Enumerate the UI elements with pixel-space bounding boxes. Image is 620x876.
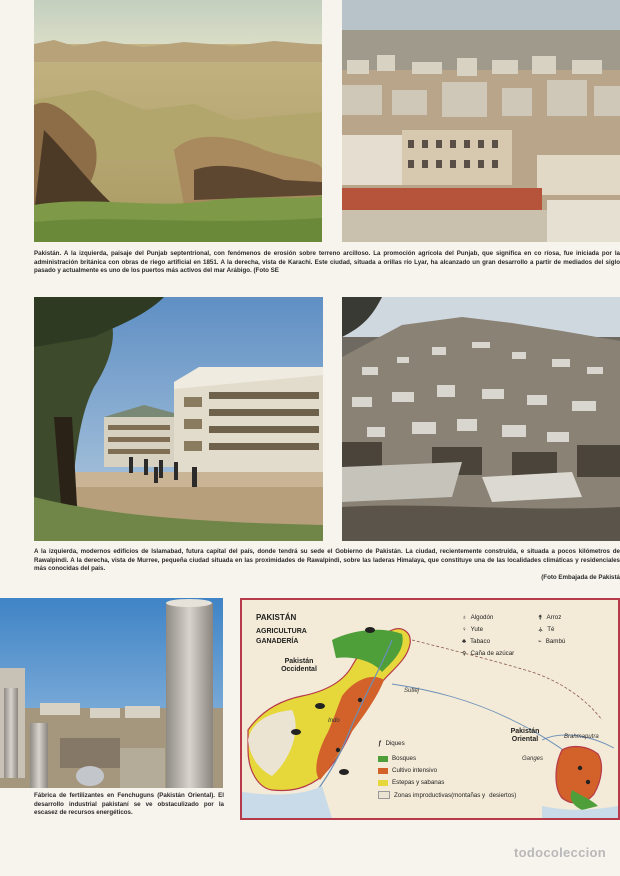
photo-punjab-erosion bbox=[34, 0, 322, 242]
crop-label: Caña de azúcar bbox=[470, 650, 515, 657]
map-river-label-sutlej: Sutlej bbox=[404, 688, 420, 694]
legend-label: Estepas y sabanas bbox=[392, 779, 445, 786]
legend-label: Zonas improductivas(montañas y bbox=[394, 791, 486, 799]
legend-dikes bbox=[378, 740, 405, 747]
map-river-ganges bbox=[392, 684, 582, 762]
map-subtitle-livestock: GANADERÍA bbox=[256, 638, 299, 645]
crop-label: Bambú bbox=[545, 638, 566, 645]
crop-label: Algodón bbox=[470, 614, 494, 621]
caption-bottom bbox=[34, 792, 224, 818]
watermark-logo: todocoleccion bbox=[513, 845, 606, 860]
photo-fertilizer-factory bbox=[0, 598, 223, 788]
map-title: PAKISTÁN bbox=[256, 613, 297, 622]
photo-islamabad-buildings bbox=[34, 297, 323, 541]
map-river-label-indo: Indo bbox=[328, 718, 340, 724]
legend-steppes bbox=[378, 779, 444, 786]
sugarcane-icon: ⚴ bbox=[462, 650, 467, 657]
crop-legend-bamboo bbox=[538, 638, 565, 645]
crop-label: Tabaco bbox=[470, 638, 491, 645]
photo-murree-town bbox=[342, 297, 620, 541]
crop-legend-cotton bbox=[462, 614, 493, 621]
map-subtitle-agriculture: AGRICULTURA bbox=[256, 628, 307, 635]
crop-label: Arroz bbox=[546, 614, 562, 621]
legend-unproductive bbox=[378, 791, 516, 799]
map-label-east: Pakistán Oriental bbox=[510, 728, 540, 743]
legend-swatch-intensive bbox=[378, 768, 388, 774]
legend-label: Bosques bbox=[392, 755, 417, 762]
map-crop-icon bbox=[586, 780, 590, 784]
map-label-west: Pakistán Occidental bbox=[281, 658, 317, 673]
caption-middle bbox=[34, 548, 620, 582]
legend-swatch-forests bbox=[378, 756, 388, 762]
map-river-label-ganges: Ganges bbox=[522, 756, 544, 762]
map-cattle-icon bbox=[315, 703, 325, 709]
tobacco-icon: ♣ bbox=[462, 638, 467, 645]
crop-legend-sugarcane bbox=[462, 650, 514, 657]
legend-forests bbox=[378, 755, 416, 762]
legend-intensive bbox=[378, 767, 437, 774]
photo-karachi-city bbox=[342, 0, 620, 242]
rice-icon: ⚵ bbox=[538, 614, 543, 621]
legend-swatch-steppes bbox=[378, 780, 388, 786]
map-river-label-brahmaputra: Brahmaputra bbox=[564, 734, 599, 740]
map-crop-icon bbox=[358, 698, 362, 702]
map-crop-icon bbox=[336, 748, 340, 752]
legend-desert-label: desiertos) bbox=[489, 791, 517, 799]
legend-dikes-label: Diques bbox=[385, 740, 405, 747]
bamboo-icon: ⌁ bbox=[538, 638, 542, 645]
crop-legend-rice bbox=[538, 614, 561, 621]
crop-legend-tea bbox=[538, 626, 555, 633]
map-crop-icon bbox=[578, 766, 582, 770]
caption-middle-credit: (Foto Embajada de Pakistá bbox=[541, 573, 620, 581]
caption-middle-text: A la izquierda, modernos edificios de Islamabad, futura capital del país, donde tendrá su sede el Gobierno de Pakistán. La ciudad, recientemente construida, e situada a pocos kilómetros de Rawalpindi. A la derecha, vista de Murree, pequeña ciudad situada en las proximidades de Rawalpindi, sobre las laderas Himalaya, que constituye una de las localidades climáticas y residenciales más conocidas del país. bbox=[34, 548, 620, 573]
cotton-icon: ♁ bbox=[462, 614, 467, 621]
legend-label: Cultivo intensivo bbox=[392, 767, 438, 774]
caption-top-text: Pakistán. A la izquierda, paisaje del Punjab septentrional, con fenómenos de erosión sobre terreno arcilloso. La promoción agrícola del Punjab, que significa en co ríosa, fue iniciada por la administración británica con obras de riego artificial en 1851. A la derecha, vista de Karachi. Este ciudad, situada a orillas río Lyar, ha alcanzado un gran desarrollo a partir de mediados del siglo pasado y actualmente es uno de los puertos más activos del mar Arábigo. (Foto SE bbox=[34, 250, 620, 275]
dike-icon: ƒ bbox=[378, 740, 382, 747]
crop-legend-tobacco bbox=[462, 638, 490, 645]
caption-top bbox=[34, 250, 620, 276]
caption-bottom-text: Fábrica de fertilizantes en Fenchuguns (Pakistán Oriental). El desarrollo industrial pakistaní se ve obstaculizado por la escasez de recursos energéticos. bbox=[34, 792, 224, 817]
tea-icon: ⚶ bbox=[538, 626, 544, 633]
pakistan-agriculture-map bbox=[240, 598, 620, 820]
legend-swatch-unproductive bbox=[378, 791, 390, 799]
map-cattle-icon bbox=[339, 769, 349, 775]
jute-icon: ♀ bbox=[462, 626, 467, 633]
crop-label: Yute bbox=[470, 626, 484, 633]
crop-label: Té bbox=[547, 626, 555, 633]
map-cattle-icon bbox=[291, 729, 301, 735]
map-cattle-icon bbox=[365, 627, 375, 633]
crop-legend-jute bbox=[462, 626, 483, 633]
